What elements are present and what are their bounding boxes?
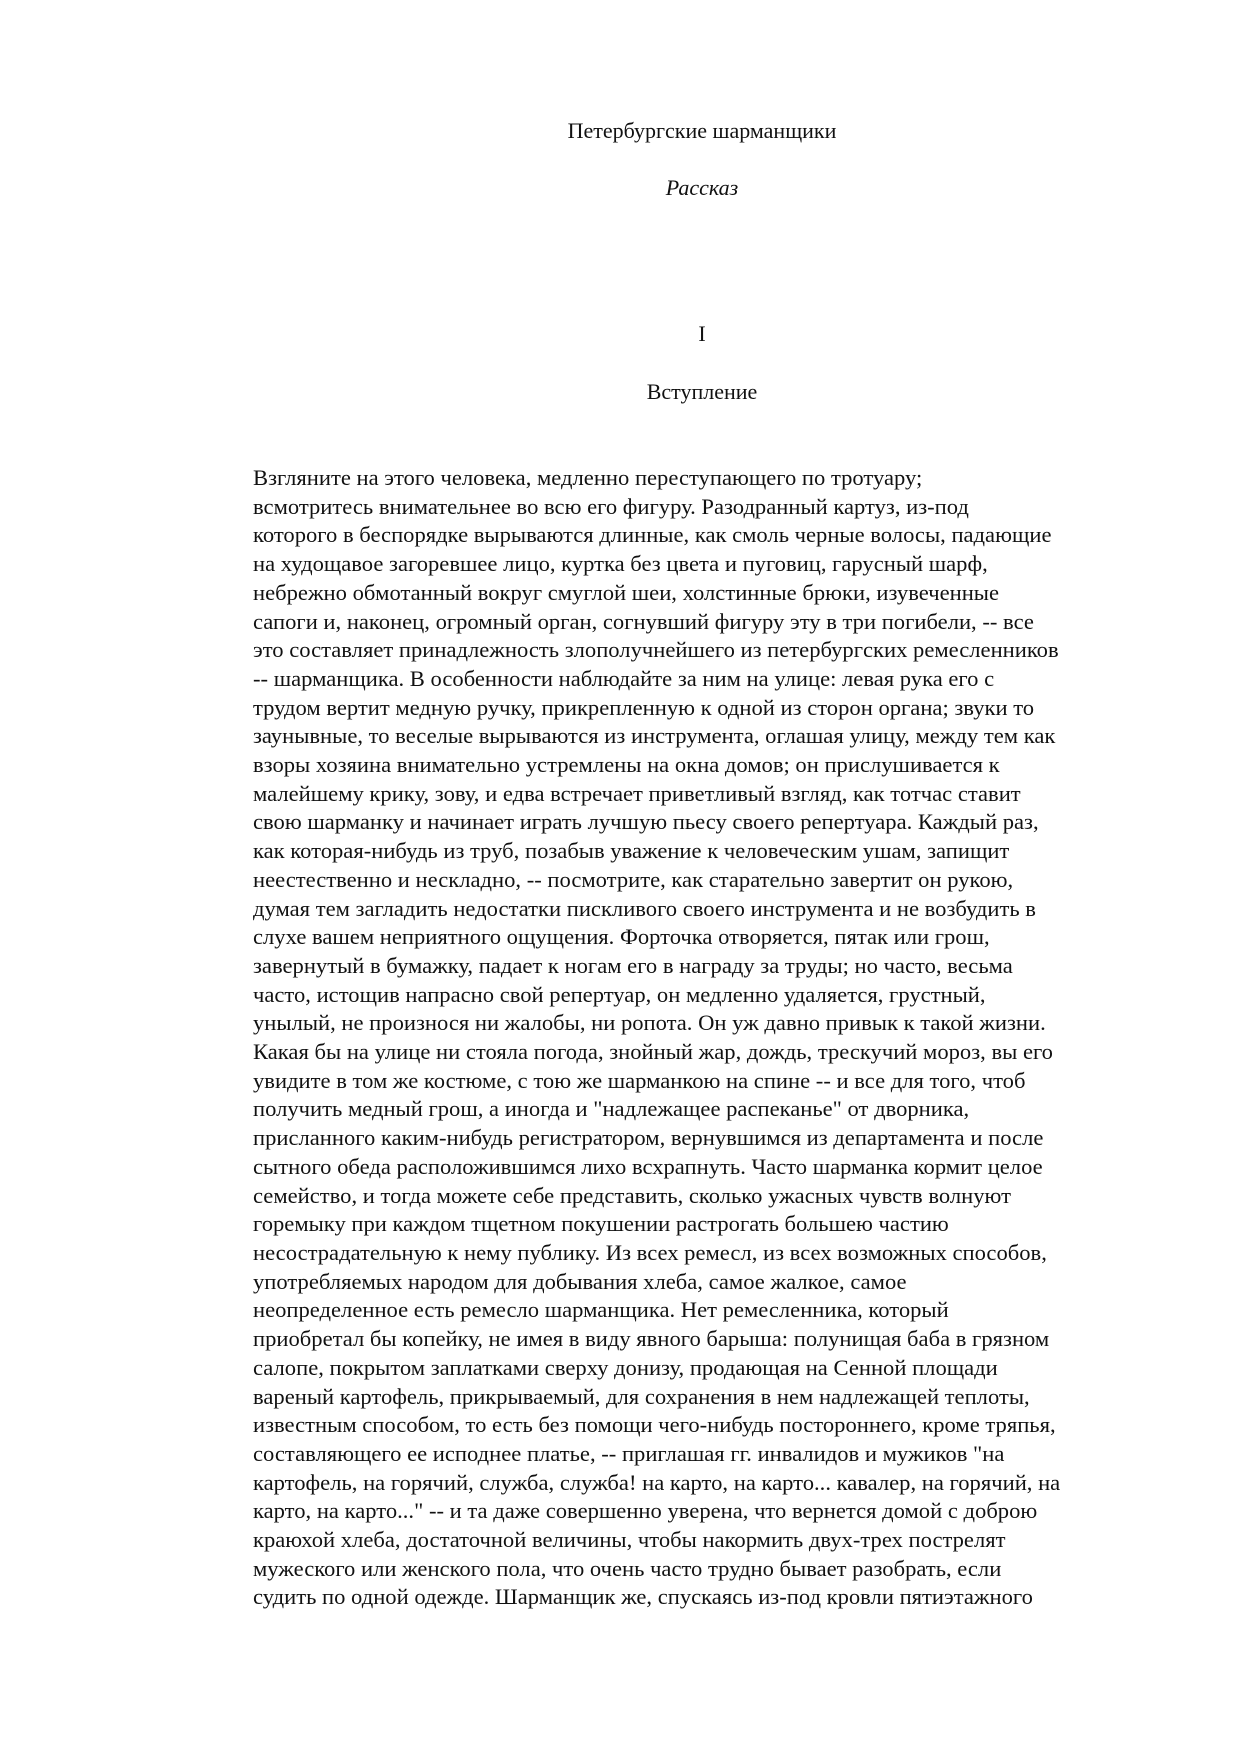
text-line: на худощавое загоревшее лицо, куртка без цвета и пуговиц, гарусный шарф, — [253, 551, 988, 577]
chapter-number: I — [698, 321, 706, 346]
text-line: свою шарманку и начинает играть лучшую пьесу своего репертуара. Каждый раз, — [253, 809, 1039, 835]
text-line: составляющего ее исподнее платье, -- приглашая гг. инвалидов и мужиков "на — [253, 1440, 1005, 1466]
document-subtitle: Рассказ — [665, 175, 739, 200]
text-line: семейство, и тогда можете себе представить, сколько ужасных чувств волнуют — [253, 1182, 1012, 1208]
text-line: известным способом, то есть без помощи чего-нибудь постороннего, кроме тряпья, — [253, 1412, 1056, 1438]
text-line: небрежно обмотанный вокруг смуглой шеи, холстинные брюки, изувеченные — [253, 579, 1000, 605]
text-line: Какая бы на улице ни стояла погода, знойный жар, дождь, трескучий мороз, вы его — [253, 1039, 1053, 1065]
text-line: неопределенное есть ремесло шарманщика. Нет ремесленника, который — [253, 1297, 949, 1323]
text-line: карто, на карто..." -- и та даже совершенно уверена, что вернется домой с доброю — [253, 1498, 1038, 1524]
text-line: краюхой хлеба, достаточной величины, чтобы накормить двух-трех пострелят — [253, 1527, 1006, 1553]
text-line: взоры хозяина внимательно устремлены на окна домов; он прислушивается к — [253, 752, 1000, 778]
text-line: судить по одной одежде. Шарманщик же, спускаясь из-под кровли пятиэтажного — [253, 1584, 1033, 1610]
text-line: присланного каким-нибудь регистратором, вернувшимся из департамента и после — [253, 1125, 1044, 1151]
text-line: картофель, на горячий, служба, служба! на карто, на карто... кавалер, на горячий, на — [253, 1469, 1061, 1495]
text-line: всмотритесь внимательнее во всю его фигуру. Разодранный картуз, из-под — [253, 493, 969, 519]
text-line: сытного обеда расположившимся лихо всхрапнуть. Часто шарманка кормит целое — [253, 1153, 1043, 1179]
text-line: завернутый в бумажку, падает к ногам его в награду за труды; но часто, весьма — [253, 952, 1013, 978]
text-line: Взгляните на этого человека, медленно переступающего по тротуару; — [253, 465, 923, 490]
text-line: горемыку при каждом тщетном покушении растрогать большею частию — [253, 1211, 949, 1237]
text-line: увидите в том же костюме, с тою же шарманкою на спине -- и все для того, чтоб — [253, 1067, 1026, 1093]
text-line: заунывные, то веселые вырываются из инструмента, оглашая улицу, между тем как — [253, 723, 1056, 749]
chapter-title: Вступление — [646, 379, 758, 404]
text-line: неестественно и нескладно, -- посмотрите, как старательно завертит он рукою, — [253, 866, 1014, 892]
text-line: -- шарманщика. В особенности наблюдайте за ним на улице: левая рука его с — [253, 665, 995, 691]
text-line: сапоги и, наконец, огромный орган, согнувший фигуру эту в три погибели, -- все — [253, 608, 1034, 634]
text-line: часто, истощив напрасно свой репертуар, он медленно удаляется, грустный, — [253, 981, 986, 1007]
text-line: малейшему крику, зову, и едва встречает приветливый взгляд, как тотчас ставит — [253, 780, 1021, 806]
text-line: вареный картофель, прикрываемый, для сохранения в нем надлежащей теплоты, — [253, 1383, 1030, 1409]
text-line: трудом вертит медную ручку, прикрепленную к одной из сторон органа; звуки то — [253, 694, 1035, 720]
text-line: употребляемых народом для добывания хлеба, самое жалкое, самое — [253, 1268, 907, 1294]
document-title: Петербургские шарманщики — [567, 118, 837, 143]
text-line: мужеского или женского пола, что очень часто трудно бывает разобрать, если — [253, 1555, 1002, 1581]
body-text — [253, 464, 1153, 1612]
text-line: получить медный грош, а иногда и "надлежащее распеканье" от дворника, — [253, 1096, 970, 1122]
text-line: салопе, покрытом заплатками сверху донизу, продающая на Сенной площади — [253, 1354, 998, 1380]
text-line: думая тем загладить недостатки пискливого своего инструмента и не возбудить в — [253, 895, 1036, 921]
text-line: которого в беспорядке вырываются длинные, как смоль черные волосы, падающие — [253, 522, 1052, 548]
text-line: как которая-нибудь из труб, позабыв уважение к человеческим ушам, запищит — [253, 838, 1010, 864]
text-line: это составляет принадлежность злополучнейшего из петербургских ремесленников — [253, 637, 1059, 663]
text-line: унылый, не произнося ни жалобы, ни ропота. Он уж давно привык к такой жизни. — [253, 1010, 1046, 1036]
text-line: слухе вашем неприятного ощущения. Форточка отворяется, пятак или грош, — [253, 924, 990, 950]
text-line: несострадательную к нему публику. Из всех ремесл, из всех возможных способов, — [253, 1239, 1047, 1265]
text-line: приобретал бы копейку, не имея в виду явного барыша: полунищая баба в грязном — [253, 1326, 1050, 1352]
